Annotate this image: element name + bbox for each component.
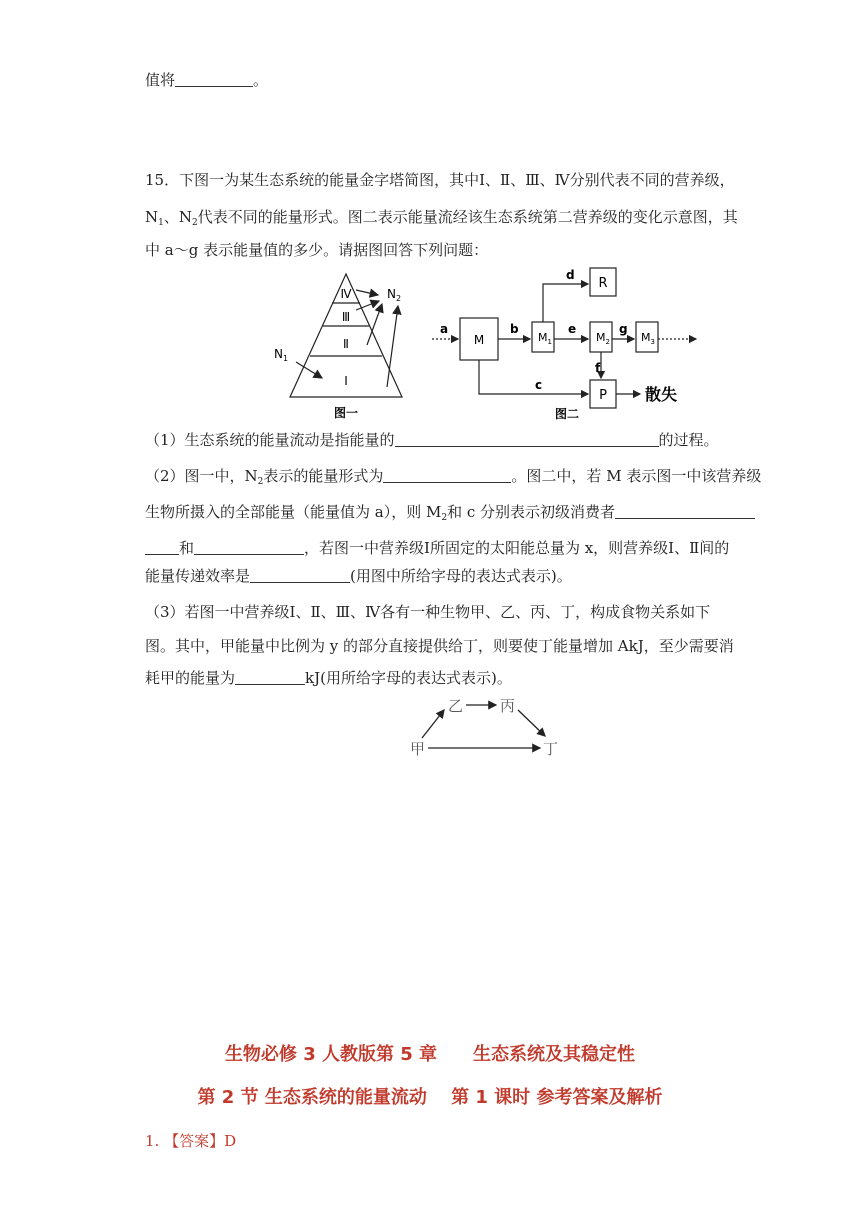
- sub-question-3-line-3: 耗甲的能量为 kJ(用所给字母的表达式表示)。: [145, 669, 512, 687]
- food-web-diagram: [390, 690, 580, 770]
- figure-2-caption: 图二: [554, 407, 580, 421]
- box-m1-label: $M_1$: [538, 331, 552, 346]
- sub-question-1: （1）生态系统的能量流动是指能量的 的过程。: [145, 431, 719, 449]
- sub-question-2-line-1: （2）图一中，$N_2$表示的能量形式为 。图二中，若 M 表示图一中该营养级: [145, 467, 762, 487]
- label-c: c: [535, 378, 543, 392]
- node-jia: 甲: [410, 740, 426, 758]
- sub-question-2-line-3: 和 ，若图一中营养级Ⅰ所固定的太阳能总量为 x，则营养级Ⅰ、Ⅱ间的: [145, 538, 825, 558]
- prev-text: 值将: [145, 71, 176, 89]
- node-yi: 乙: [448, 697, 464, 715]
- answer-1: 1. 【答案】D: [145, 1132, 237, 1150]
- box-p-label: P: [599, 388, 607, 403]
- node-ding: 丁: [543, 740, 559, 758]
- prev-text-end: 。: [253, 71, 269, 89]
- box-m3-label: $M_3$: [641, 331, 655, 346]
- sub-question-3-line-1: （3）若图一中营养级Ⅰ、Ⅱ、Ⅲ、Ⅳ各有一种生物甲、乙、丙、丁，构成食物关系如下: [145, 603, 711, 621]
- level-3-label: Ⅲ: [341, 310, 351, 324]
- sub-question-2-line-2: 生物所摄入的全部能量（能量值为 a），则 $M_2$和 c 分别表示初级消费者: [145, 502, 825, 528]
- lost-label: 散失: [645, 385, 678, 404]
- arrow-d: [543, 284, 588, 322]
- answer-blank: [194, 540, 304, 555]
- q15-line-2: $N_1$、$N_2$代表不同的能量形式。图二表示能量流经该生态系统第二营养级的变化示意图，其: [145, 208, 738, 228]
- label-f: f: [595, 361, 601, 375]
- answer-blank: [383, 468, 511, 483]
- level-2-label: Ⅱ: [343, 337, 349, 351]
- box-r-label: R: [598, 276, 608, 291]
- node-bing: 丙: [500, 697, 516, 715]
- q15-line-3: 中 a～g 表示能量值的多少。请据图回答下列问题：: [145, 241, 489, 259]
- answer-blank: [250, 568, 350, 583]
- edge-jia-yi: [422, 710, 444, 738]
- sub-question-3-line-2: 图。其中，甲能量中比例为 y 的部分直接提供给丁，则要使丁能量增加 AkJ，至少需要消: [145, 637, 734, 655]
- answer-blank: [235, 670, 305, 685]
- level-1-label: Ⅰ: [344, 374, 348, 388]
- n2-label: $N_2$: [387, 287, 402, 303]
- level-4-label: Ⅳ: [340, 287, 352, 301]
- label-e: e: [568, 322, 577, 336]
- box-m2-label: $M_2$: [596, 331, 610, 346]
- label-a: a: [440, 322, 449, 336]
- sub-question-2-line-4: 能量传递效率是 (用图中所给字母的表达式表示)。: [145, 567, 572, 585]
- n2-arrow: [356, 290, 378, 295]
- figures: [0, 0, 860, 430]
- arrow-c: [479, 360, 588, 394]
- answers-title-1: 生物必修 3 人教版第 5 章 生态系统及其稳定性: [224, 1044, 636, 1065]
- label-d: d: [566, 268, 575, 282]
- edge-bing-ding: [518, 710, 545, 736]
- answers-title-2: 第 2 节 生态系统的能量流动 第 1 课时 参考答案及解析: [197, 1087, 663, 1108]
- n1-label: $N_1$: [274, 347, 289, 363]
- box-m-label: M: [473, 333, 485, 347]
- answer-blank: [145, 540, 179, 555]
- answer-blank: [615, 504, 755, 519]
- q15-line-1: 15．下图一为某生态系统的能量金字塔简图，其中Ⅰ、Ⅱ、Ⅲ、Ⅳ分别代表不同的营养级，: [145, 171, 735, 189]
- figure-1-caption: 图一: [333, 406, 359, 420]
- label-g: g: [619, 322, 628, 336]
- answer-blank: [395, 432, 659, 447]
- label-b: b: [510, 322, 519, 336]
